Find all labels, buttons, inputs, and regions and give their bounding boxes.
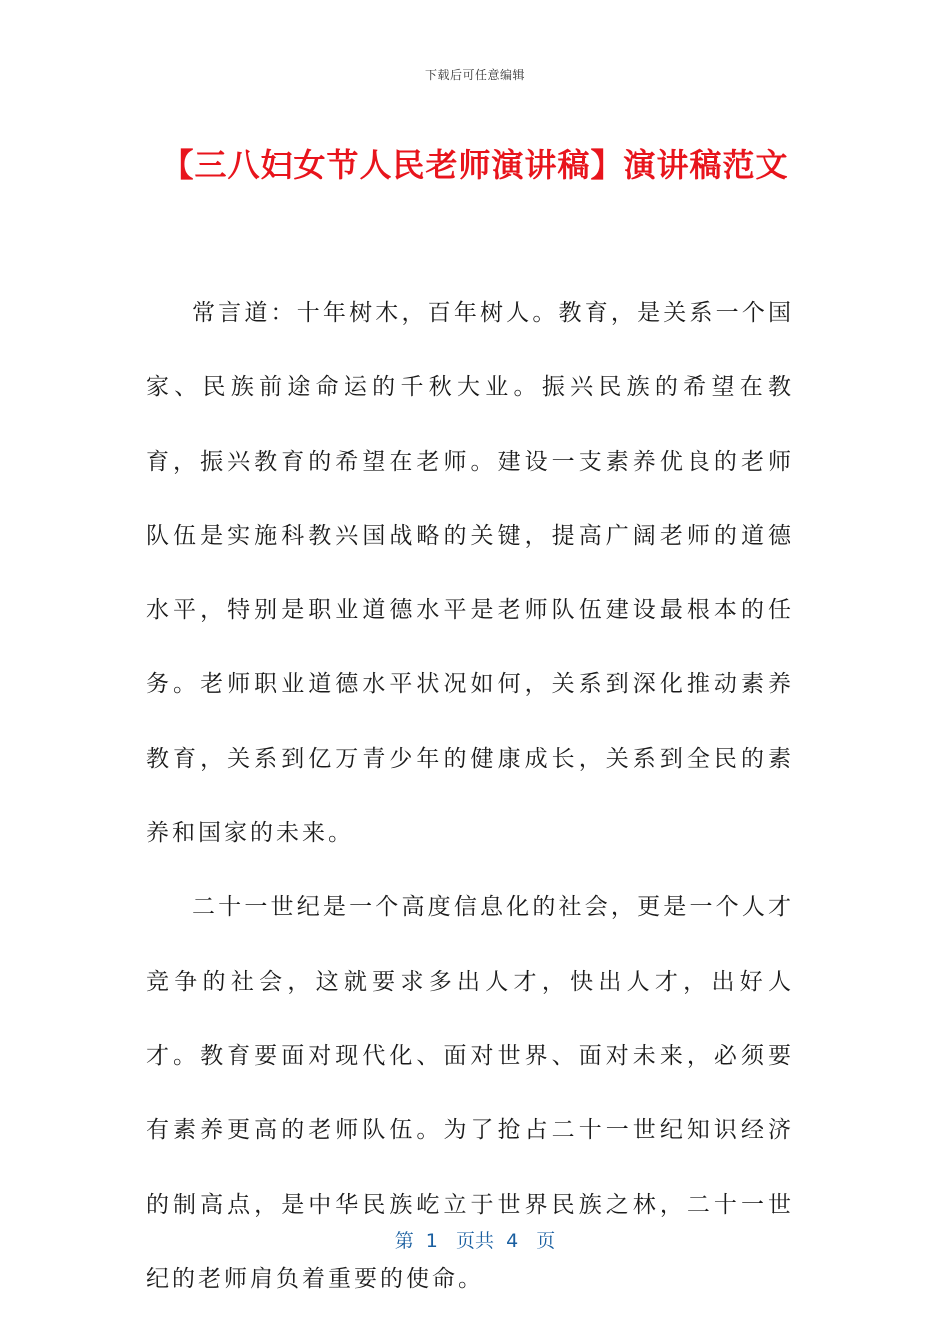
paragraph: 二十一世纪是一个高度信息化的社会，更是一个人才竞争的社会，这就要求多出人才，快出人才，出好人才。教育要面对现代化、面对世界、面对未来，必须要有素养更高的老师队伍。为了抢占二十一世纪知识经济的制高点，是中华民族屹立于世界民族之林，二十一世纪的老师肩负着重要的使命。 [146,894,794,1292]
document-title: 【三八妇女节人民老师演讲稿】演讲稿范文 [161,146,789,184]
page-number-footer: 第 1 页共 4 页 [394,1230,556,1252]
paragraph: 常言道：十年树木，百年树人。教育，是关系一个国家、民族前途命运的千秋大业。振兴民族的希望在教育，振兴教育的希望在老师。建设一支素养优良的老师队伍是实施科教兴国战略的关键，提高广阔老师的道德水平，特别是职业道德水平是老师队伍建设最根本的任务。老师职业道德水平状况如何，关系到深化推动素养教育，关系到亿万青少年的健康成长，关系到全民的素养和国家的未来。 [146,300,794,847]
document-body [146,276,794,1316]
header-note: 下载后可任意编辑 [424,68,525,82]
